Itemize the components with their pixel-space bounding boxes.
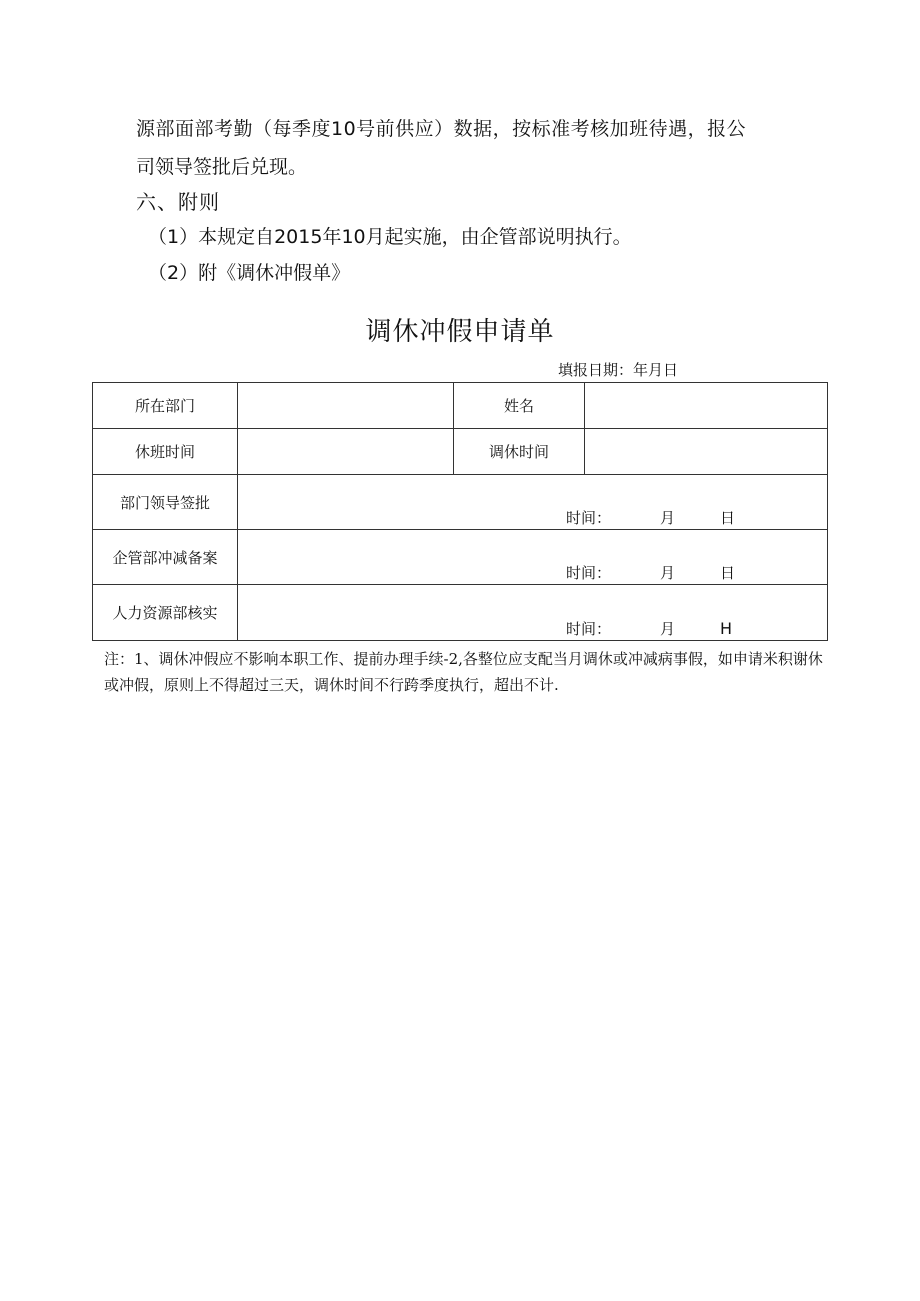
- section-item-1: （1）本规定自2015年10月起实施，由企管部说明执行。: [148, 226, 632, 248]
- section-heading: 六、附则: [136, 190, 220, 214]
- month-label: 月: [660, 564, 676, 582]
- swap-time-label: 调休时间: [454, 429, 585, 475]
- leave-application-form: [92, 382, 828, 641]
- rest-time-label: 休班时间: [93, 429, 238, 475]
- form-row-hr-verify: [93, 585, 828, 641]
- form-row-department: [93, 383, 828, 429]
- mgmt-record-label: 企管部冲减备案: [93, 530, 238, 585]
- form-row-time: [93, 429, 828, 475]
- rest-time-field[interactable]: [238, 429, 454, 475]
- month-label: 月: [660, 620, 676, 638]
- time-label: 时间：: [566, 509, 612, 527]
- time-label: 时间：: [566, 564, 612, 582]
- name-label: 姓名: [454, 383, 585, 429]
- day-label: H: [720, 619, 733, 638]
- section-item-2: （2）附《调休冲假单》: [148, 262, 351, 284]
- form-row-mgmt-record: [93, 530, 828, 585]
- body-paragraph-line-2: 司领导签批后兑现。: [136, 156, 308, 178]
- leader-approval-field[interactable]: [238, 475, 828, 530]
- swap-time-field[interactable]: [585, 429, 828, 475]
- name-field[interactable]: [585, 383, 828, 429]
- department-label: 所在部门: [93, 383, 238, 429]
- fill-date: 填报日期：年月日: [558, 361, 679, 379]
- hr-verify-field[interactable]: [238, 585, 828, 641]
- leader-approval-label: 部门领导签批: [93, 475, 238, 530]
- form-row-leader-approval: [93, 475, 828, 530]
- body-paragraph-line-1: 源部面部考勤（每季度10号前供应）数据，按标准考核加班待遇，报公: [136, 118, 747, 140]
- time-label: 时间：: [566, 620, 612, 638]
- day-label: 日: [720, 509, 736, 527]
- leader-approval-date: [566, 509, 735, 527]
- hr-verify-date: [566, 620, 732, 638]
- month-label: 月: [660, 509, 676, 527]
- day-label: 日: [720, 564, 736, 582]
- hr-verify-label: 人力资源部核实: [93, 585, 238, 641]
- mgmt-record-date: [566, 564, 735, 582]
- form-note: 注：1、调休冲假应不影响本职工作、提前办理手续-2,各整位应支配当月调休或冲减病事假，如申请米积谢休或冲假，原则上不得超过三天，调休时间不行跨季度执行，超出不计.: [104, 650, 823, 694]
- mgmt-record-field[interactable]: [238, 530, 828, 585]
- form-title: 调休冲假申请单: [365, 317, 555, 347]
- department-field[interactable]: [238, 383, 454, 429]
